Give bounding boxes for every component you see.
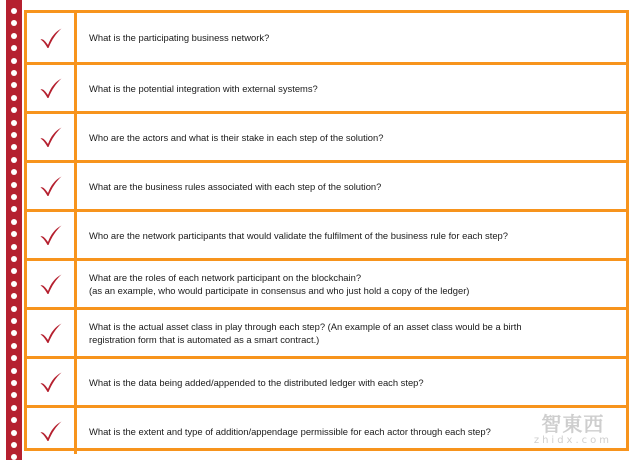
binder-hole (11, 45, 17, 51)
check-cell (27, 261, 77, 307)
binder-hole (11, 306, 17, 312)
binder-hole (11, 281, 17, 287)
checklist-row (27, 209, 626, 258)
check-cell (27, 310, 77, 356)
binder-hole (11, 256, 17, 262)
binder-hole (11, 231, 17, 237)
checklist-row (27, 111, 626, 160)
check-cell (27, 408, 77, 454)
binder-hole (11, 58, 17, 64)
binder-hole (11, 20, 17, 26)
binder-hole (11, 368, 17, 374)
checklist-row (27, 356, 626, 405)
binder-hole (11, 380, 17, 386)
question-text (77, 114, 626, 160)
binder-hole (11, 82, 17, 88)
question-text (77, 359, 626, 405)
question-line: Who are the network participants that would validate the fulfilment of the business rule for each step? (89, 229, 508, 241)
question-line: Who are the actors and what is their stake in each step of the solution? (89, 131, 384, 143)
checkmark-icon (39, 420, 63, 442)
binder-hole (11, 330, 17, 336)
binder-hole (11, 442, 17, 448)
binder-hole (11, 157, 17, 163)
binder-hole (11, 70, 17, 76)
checkmark-icon (39, 175, 63, 197)
binder-hole (11, 107, 17, 113)
binder-hole (11, 244, 17, 250)
checklist-row (27, 13, 626, 62)
question-line: (as an example, who would participate in consensus and who just hold a copy of the ledger) (89, 285, 470, 296)
checkmark-icon (39, 273, 63, 295)
question-line: What is the extent and type of addition/appendage permissible for each actor through each step? (89, 425, 491, 437)
binder-hole (11, 120, 17, 126)
watermark-logo (534, 413, 612, 446)
checklist-row (27, 160, 626, 209)
question-line: What are the roles of each network participant on the blockchain? (89, 272, 362, 283)
question-text (77, 310, 626, 356)
checkmark-icon (39, 126, 63, 148)
binder-hole (11, 405, 17, 411)
checkmark-icon (39, 322, 63, 344)
binder-hole (11, 182, 17, 188)
checklist-table (24, 10, 629, 451)
checkmark-icon (39, 224, 63, 246)
check-cell (27, 13, 77, 62)
question-text (77, 163, 626, 209)
question-line: What is the data being added/appended to the distributed ledger with each step? (89, 376, 424, 388)
checkmark-icon (39, 27, 63, 49)
question-text (77, 65, 626, 111)
binder-hole (11, 355, 17, 361)
binder-hole (11, 318, 17, 324)
binder-hole (11, 194, 17, 200)
question-line: What is the participating business network? (89, 32, 270, 43)
question-text (77, 261, 626, 307)
binder-hole (11, 268, 17, 274)
notebook-spine (6, 0, 22, 460)
binder-hole (11, 169, 17, 175)
binder-hole (11, 454, 17, 460)
question-line: What are the business rules associated with each step of the solution? (89, 180, 382, 192)
binder-hole (11, 430, 17, 436)
question-line: registration form that is automated as a smart contract.) (89, 334, 320, 345)
check-cell (27, 359, 77, 405)
question-line: What is the potential integration with external systems? (89, 82, 318, 94)
checkmark-icon (39, 77, 63, 99)
check-cell (27, 114, 77, 160)
binder-hole (11, 95, 17, 101)
question-text (77, 212, 626, 258)
binder-hole (11, 343, 17, 349)
binder-hole (11, 132, 17, 138)
binder-hole (11, 206, 17, 212)
binder-hole (11, 417, 17, 423)
binder-hole (11, 219, 17, 225)
question-text (77, 13, 626, 62)
checkmark-icon (39, 371, 63, 393)
checklist-row (27, 307, 626, 356)
check-cell (27, 212, 77, 258)
binder-hole (11, 8, 17, 14)
watermark-logo-text: 智東西 (541, 412, 605, 436)
check-cell (27, 65, 77, 111)
checklist-row (27, 258, 626, 307)
binder-hole (11, 33, 17, 39)
binder-hole (11, 392, 17, 398)
checklist-row (27, 62, 626, 111)
question-line: What is the actual asset class in play through each step? (An example of an asset class would be a birth (89, 321, 522, 332)
watermark-domain: zhidx.com (533, 435, 612, 446)
binder-hole (11, 293, 17, 299)
binder-hole (11, 144, 17, 150)
check-cell (27, 163, 77, 209)
